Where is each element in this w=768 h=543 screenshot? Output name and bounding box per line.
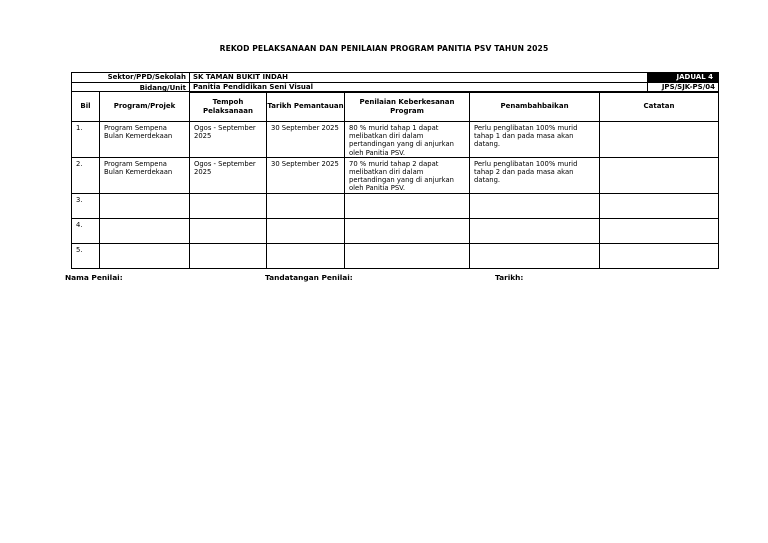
bidang-label: Bidang/Unit <box>72 83 190 93</box>
cell-program <box>100 243 190 268</box>
bidang-value: Panitia Pendidikan Seni Visual <box>190 83 648 93</box>
cell-bil: 5. <box>72 243 100 268</box>
col-header-program: Program/Projek <box>100 92 190 122</box>
table-row <box>72 157 719 193</box>
cell-catatan <box>600 157 719 193</box>
header-info-table <box>71 72 719 93</box>
col-header-penambahbaikan: Penambahbaikan <box>470 92 600 122</box>
col-header-tempoh: Tempoh Pelaksanaan <box>190 92 267 122</box>
cell-catatan <box>600 122 719 158</box>
cell-bil: 3. <box>72 193 100 218</box>
table-row <box>72 218 719 243</box>
cell-tarikh <box>267 218 345 243</box>
cell-penambahbaikan <box>470 193 600 218</box>
cell-tempoh: Ogos - September 2025 <box>190 157 267 193</box>
cell-program: Program Sempena Bulan Kemerdekaan <box>100 157 190 193</box>
cell-bil: 2. <box>72 157 100 193</box>
cell-penilaian <box>345 193 470 218</box>
cell-penambahbaikan <box>470 243 600 268</box>
cell-tarikh <box>267 193 345 218</box>
table-header-row <box>72 92 719 122</box>
program-table <box>71 91 719 269</box>
table-row <box>72 193 719 218</box>
cell-catatan <box>600 243 719 268</box>
cell-penambahbaikan <box>470 218 600 243</box>
cell-tarikh <box>267 243 345 268</box>
document-code: JPS/SJK-PS/04 <box>648 83 719 93</box>
cell-tempoh <box>190 243 267 268</box>
sektor-label: Sektor/PPD/Sekolah <box>72 73 190 83</box>
cell-penambahbaikan: Perlu penglibatan 100% murid tahap 2 dan pada masa akan datang. <box>470 157 600 193</box>
footer-nama-penilai: Nama Penilai: <box>65 273 123 282</box>
cell-penilaian: 80 % murid tahap 1 dapat melibatkan diri dalam pertandingan yang di anjurkan oleh Panitia PSV. <box>345 122 470 158</box>
cell-catatan <box>600 218 719 243</box>
table-row <box>72 122 719 158</box>
cell-bil: 1. <box>72 122 100 158</box>
col-header-tarikh: Tarikh Pemantauan <box>267 92 345 122</box>
cell-catatan <box>600 193 719 218</box>
footer-tarikh: Tarikh: <box>495 273 524 282</box>
cell-penilaian <box>345 218 470 243</box>
cell-program: Program Sempena Bulan Kemerdekaan <box>100 122 190 158</box>
footer-tandatangan-penilai: Tandatangan Penilai: <box>265 273 353 282</box>
cell-bil: 4. <box>72 218 100 243</box>
document-title: REKOD PELAKSANAAN DAN PENILAIAN PROGRAM PANITIA PSV TAHUN 2025 <box>219 44 549 53</box>
table-row <box>72 243 719 268</box>
cell-penilaian <box>345 243 470 268</box>
sektor-value: SK TAMAN BUKIT INDAH <box>190 73 648 83</box>
cell-tempoh: Ogos - September 2025 <box>190 122 267 158</box>
cell-tarikh: 30 September 2025 <box>267 157 345 193</box>
cell-tarikh: 30 September 2025 <box>267 122 345 158</box>
cell-penambahbaikan: Perlu penglibatan 100% murid tahap 1 dan pada masa akan datang. <box>470 122 600 158</box>
cell-tempoh <box>190 193 267 218</box>
cell-program <box>100 218 190 243</box>
cell-program <box>100 193 190 218</box>
col-header-catatan: Catatan <box>600 92 719 122</box>
col-header-bil: Bil <box>72 92 100 122</box>
col-header-penilaian: Penilaian Keberkesanan Program <box>345 92 470 122</box>
cell-penilaian: 70 % murid tahap 2 dapat melibatkan diri dalam pertandingan yang di anjurkan oleh Panitia PSV. <box>345 157 470 193</box>
cell-tempoh <box>190 218 267 243</box>
jadual-badge: JADUAL 4 <box>648 73 719 83</box>
